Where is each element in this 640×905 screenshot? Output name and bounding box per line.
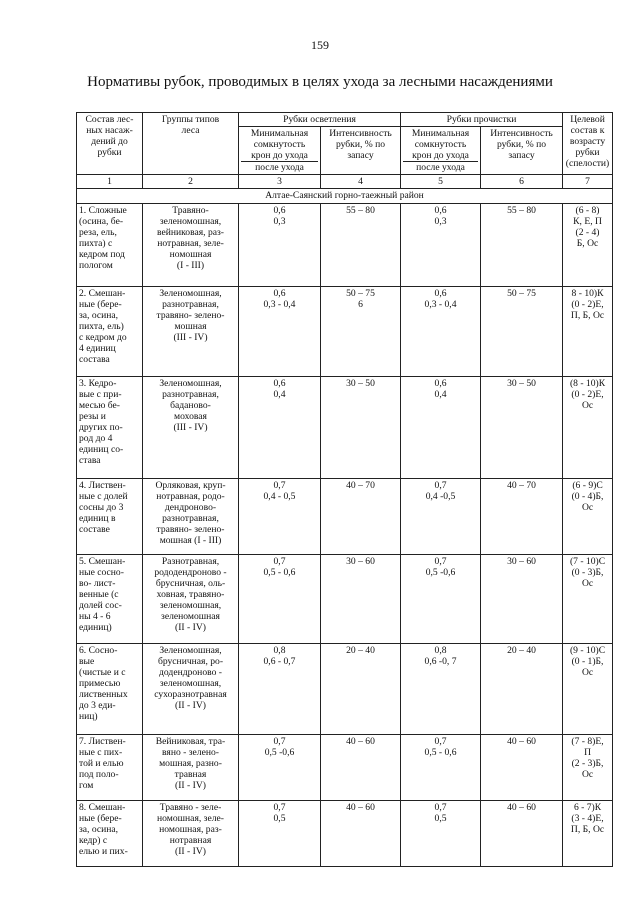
cell-target: (7 - 8)Е, П (2 - 3)Б, Ос	[563, 735, 613, 801]
cell-pro-intensity: 40 – 70	[481, 479, 563, 555]
cell-composition: 7. Листвен- ные с пих- той и елью под поло- гом	[77, 735, 143, 801]
header-osv-min-closeness-b: после ухода	[255, 162, 304, 173]
cell-osv-intensity: 40 – 60	[321, 735, 401, 801]
cell-osv-intensity: 30 – 50	[321, 377, 401, 479]
cell-osv-closeness: 0,7 0,5 - 0,6	[239, 555, 321, 644]
cell-forest-types: Орляковая, круп- нотравная, родо- дендроново- разнотравная, травяно- зелено- мошная (I - III)	[143, 479, 239, 555]
table-row	[77, 479, 613, 555]
cell-pro-closeness: 0,6 0,3	[401, 204, 481, 287]
cell-pro-closeness: 0,7 0,5 - 0,6	[401, 735, 481, 801]
header-osv-min-closeness-a: Минимальная сомкнутость крон до ухода	[241, 128, 318, 162]
cell-composition: 6. Сосно- вые (чистые и с примесью лиственных до 3 еди- ниц)	[77, 644, 143, 735]
norms-table	[76, 112, 613, 867]
header-prochistki: Рубки прочистки	[401, 113, 563, 127]
cell-osv-closeness: 0,8 0,6 - 0,7	[239, 644, 321, 735]
cell-forest-types: Вейниковая, тра- вяно - зелено- мошная, разно- травная (II - IV)	[143, 735, 239, 801]
cell-composition: 2. Смешан- ные (бере- за, осина, пихта, ель) с кедром до 4 единиц состава	[77, 287, 143, 377]
document-title: Нормативы рубок, проводимых в целях ухода за лесными насаждениями	[87, 74, 553, 90]
cell-pro-closeness: 0,6 0,3 - 0,4	[401, 287, 481, 377]
cell-forest-types: Травяно- зеленомошная, вейниковая, раз- нотравная, зеле- номошная (I - III)	[143, 204, 239, 287]
header-composition: Состав лес- ных насаж- дений до рубки	[77, 113, 143, 175]
header-forest-types: Группы типов леса	[143, 113, 239, 175]
cell-pro-intensity: 30 – 50	[481, 377, 563, 479]
cell-target: (6 - 8) К, Е, П (2 - 4) Б, Ос	[563, 204, 613, 287]
cell-osv-closeness: 0,6 0,4	[239, 377, 321, 479]
cell-forest-types: Разнотравная, рододендроново - брусничная, оль- ховная, травяно- зеленомошная, зеленомошная (II - IV)	[143, 555, 239, 644]
cell-pro-intensity: 40 – 60	[481, 801, 563, 867]
cell-target: (6 - 9)С (0 - 4)Б, Ос	[563, 479, 613, 555]
header-pro-min-closeness-a: Минимальная сомкнутость крон до ухода	[403, 128, 478, 162]
cell-forest-types: Зеленомошная, разнотравная, травяно- зелено- мошная (III - IV)	[143, 287, 239, 377]
cell-target: (8 - 10)К (0 - 2)Е, Ос	[563, 377, 613, 479]
cell-target: 6 - 7)К (3 - 4)Е, П, Б, Ос	[563, 801, 613, 867]
cell-pro-closeness: 0,7 0,4 -0,5	[401, 479, 481, 555]
header-target-composition: Целевой состав к возрасту рубки (спелости)	[563, 113, 613, 175]
table-row	[77, 555, 613, 644]
header-osv-intensity: Интенсивность рубки, % по запасу	[321, 127, 401, 175]
table-row	[77, 377, 613, 479]
cell-target: 8 - 10)К (0 - 2)Е, П, Б, Ос	[563, 287, 613, 377]
cell-osv-closeness: 0,6 0,3 - 0,4	[239, 287, 321, 377]
cell-target: (9 - 10)С (0 - 1)Б, Ос	[563, 644, 613, 735]
column-numbers-row	[77, 175, 613, 189]
cell-pro-closeness: 0,7 0,5	[401, 801, 481, 867]
header-osv-min-closeness	[239, 127, 321, 175]
table-row	[77, 644, 613, 735]
header-pro-min-closeness-b: после ухода	[416, 162, 465, 173]
cell-osv-intensity: 40 – 70	[321, 479, 401, 555]
cell-target: (7 - 10)С (0 - 3)Б, Ос	[563, 555, 613, 644]
column-number: 4	[321, 175, 401, 189]
cell-pro-intensity: 20 – 40	[481, 644, 563, 735]
table-row	[77, 735, 613, 801]
cell-pro-intensity: 55 – 80	[481, 204, 563, 287]
table-row	[77, 204, 613, 287]
cell-composition: 8. Смешан- ные (бере- за, осина, кедр) с елью и пих-	[77, 801, 143, 867]
cell-forest-types: Зеленомошная, разнотравная, баданово- моховая (III - IV)	[143, 377, 239, 479]
cell-osv-closeness: 0,7 0,5	[239, 801, 321, 867]
cell-osv-intensity: 55 – 80	[321, 204, 401, 287]
column-number: 5	[401, 175, 481, 189]
table-row	[77, 801, 613, 867]
cell-osv-closeness: 0,6 0,3	[239, 204, 321, 287]
cell-pro-closeness: 0,8 0,6 -0, 7	[401, 644, 481, 735]
cell-forest-types: Зеленомошная, брусничная, ро- додендроново - зеленомошная, сухоразнотравная (II - IV)	[143, 644, 239, 735]
column-number: 1	[77, 175, 143, 189]
cell-composition: 4. Листвен- ные с долей сосны до 3 единиц в составе	[77, 479, 143, 555]
cell-osv-closeness: 0,7 0,5 -0,6	[239, 735, 321, 801]
cell-pro-intensity: 40 – 60	[481, 735, 563, 801]
cell-pro-closeness: 0,7 0,5 -0,6	[401, 555, 481, 644]
cell-forest-types: Травяно - зеле- номошная, зеле- номошная, раз- нотравная (II - IV)	[143, 801, 239, 867]
cell-pro-intensity: 30 – 60	[481, 555, 563, 644]
cell-pro-closeness: 0,6 0,4	[401, 377, 481, 479]
column-number: 2	[143, 175, 239, 189]
cell-osv-intensity: 30 – 60	[321, 555, 401, 644]
cell-osv-intensity: 20 – 40	[321, 644, 401, 735]
region-name: Алтае-Саянский горно-таежный район	[77, 189, 613, 204]
cell-osv-intensity: 50 – 75 6	[321, 287, 401, 377]
column-number: 7	[563, 175, 613, 189]
header-row-top	[77, 113, 613, 127]
table-row	[77, 287, 613, 377]
cell-osv-intensity: 40 – 60	[321, 801, 401, 867]
cell-pro-intensity: 50 – 75	[481, 287, 563, 377]
header-osvetleniya: Рубки осветления	[239, 113, 401, 127]
cell-osv-closeness: 0,7 0,4 - 0,5	[239, 479, 321, 555]
column-number: 3	[239, 175, 321, 189]
header-pro-min-closeness	[401, 127, 481, 175]
column-number: 6	[481, 175, 563, 189]
header-pro-intensity: Интенсивность рубки, % по запасу	[481, 127, 563, 175]
cell-composition: 5. Смешан- ные сосно- во- лист- венные (с долей сос- ны 4 - 6 единиц)	[77, 555, 143, 644]
page-number: 159	[311, 38, 329, 52]
region-row	[77, 189, 613, 204]
cell-composition: 1. Сложные (осина, бе- реза, ель, пихта) с кедром под пологом	[77, 204, 143, 287]
cell-composition: 3. Кедро- вые с при- месью бе- резы и других по- род до 4 единиц со- става	[77, 377, 143, 479]
